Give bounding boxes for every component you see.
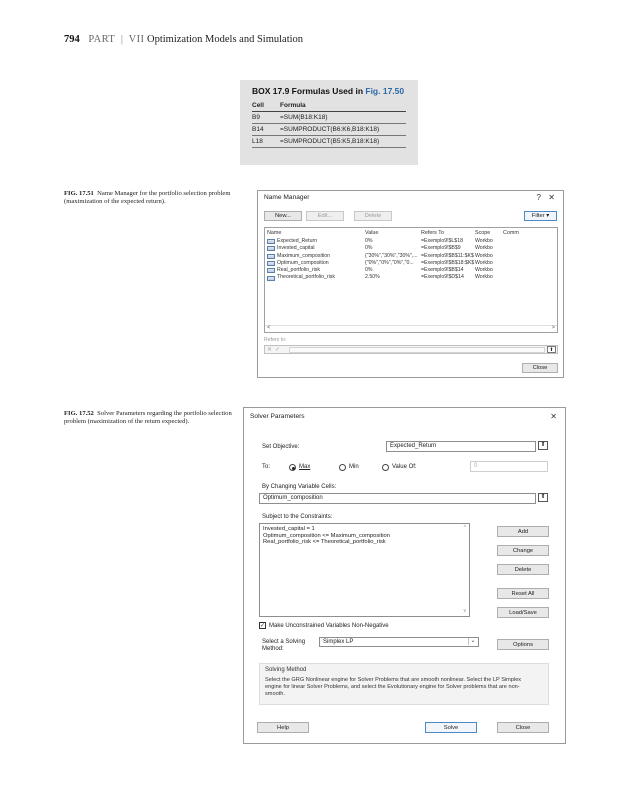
solving-method-label: Select a Solving Method: [262, 639, 306, 652]
min-label: Min [349, 464, 359, 470]
box-title [252, 86, 406, 96]
list-item[interactable] [265, 267, 557, 274]
solving-method-description: Select the GRG Nonlinear engine for Solver Problems that are smooth nonlinear. Select the LP Simplex engine for linear Solver Problems, and select the Evolutionary engine for Solver problems that are non-smooth. [265, 677, 522, 697]
name-range-icon [267, 261, 275, 266]
help-button[interactable]: Help [257, 722, 309, 733]
refers-to-field[interactable] [264, 345, 558, 354]
cell-ref: B14 [252, 124, 280, 136]
names-list[interactable] [264, 227, 558, 333]
list-item[interactable] [265, 260, 557, 267]
item-name: Theoretical_portfolio_risk [277, 274, 335, 281]
value-of-input[interactable]: 0 [470, 461, 548, 472]
header-comment[interactable]: Comm [503, 230, 519, 236]
cell-formula: =SUM(B18:K18) [280, 112, 406, 124]
nonnegative-checkbox[interactable]: ✓ [260, 623, 266, 629]
cell-ref: B9 [252, 112, 280, 124]
solver-parameters-window [243, 407, 566, 744]
changing-cells-label: By Changing Variable Cells: [262, 484, 337, 490]
name-range-icon [267, 239, 275, 244]
item-name: Expected_Return [277, 238, 318, 244]
constraints-label: Subject to the Constraints: [262, 514, 333, 520]
item-scope: Workbo [475, 259, 493, 266]
cell-formula: =SUMPRODUCT(B5:K5,B18:K18) [280, 136, 406, 148]
solving-method-group [259, 663, 549, 705]
scroll-right-icon[interactable]: > [551, 325, 555, 331]
item-scope: Workbo [475, 245, 493, 252]
item-name: Invested_capital [277, 245, 315, 252]
cancel-edit-icon[interactable]: ✕ [267, 347, 273, 353]
filter-button[interactable]: Filter ▾ [524, 211, 557, 221]
solving-method-value: Simplex LP [323, 639, 354, 645]
delete-button[interactable]: Delete [497, 564, 549, 575]
constraints-list[interactable] [259, 523, 470, 617]
item-name: Maximum_composition [277, 252, 331, 259]
figure-label: FIG. 17.52 [64, 410, 94, 417]
cell-formula: =SUMPRODUCT(B6:K6,B18:K18) [280, 124, 406, 136]
solve-button[interactable]: Solve [425, 722, 477, 733]
table-row [252, 136, 406, 148]
list-item[interactable] [265, 274, 557, 281]
chevron-down-icon[interactable]: ⌄ [468, 638, 477, 645]
figure-caption-17-52 [64, 410, 244, 427]
list-item[interactable] [265, 238, 557, 245]
solving-method-select[interactable] [319, 637, 479, 647]
collapse-objective-icon[interactable]: ⬆ [538, 441, 548, 450]
list-header [265, 228, 557, 238]
running-header [64, 34, 303, 45]
part-roman: VII [128, 34, 145, 45]
figure-caption-text: Name Manager for the portfolio selection problem (maximization of the expected return). [64, 190, 231, 206]
item-value: 2.50% [365, 274, 380, 281]
name-manager-window [257, 190, 564, 378]
col-formula-header: Formula [280, 101, 406, 112]
new-button[interactable]: New... [264, 211, 302, 221]
item-name: Optimum_composition [277, 259, 329, 266]
help-icon[interactable]: ? [536, 193, 541, 202]
cell-ref: L18 [252, 136, 280, 148]
change-button[interactable]: Change [497, 545, 549, 556]
collapse-changing-cells-icon[interactable]: ⬆ [538, 493, 548, 502]
header-separator: | [120, 34, 123, 45]
item-refers: =Exemplo9!$D$14 [421, 274, 464, 281]
figure-caption-text: Solver Parameters regarding the portfolio selection problem (maximization of the return expected). [64, 410, 232, 426]
item-value: 0% [365, 245, 373, 252]
item-value: 0% [365, 238, 373, 244]
name-range-icon [267, 254, 275, 259]
header-value[interactable]: Value [365, 230, 379, 236]
constraint-item[interactable]: Optimum_composition <= Maximum_composition [263, 532, 390, 539]
name-range-icon [267, 268, 275, 273]
edit-button[interactable]: Edit... [306, 211, 344, 221]
col-cell-header: Cell [252, 101, 280, 112]
list-item[interactable] [265, 245, 557, 252]
refers-to-input[interactable] [289, 347, 545, 353]
set-objective-label: Set Objective: [262, 444, 300, 450]
table-row [252, 124, 406, 136]
confirm-edit-icon[interactable]: ✓ [275, 347, 281, 353]
delete-button[interactable]: Delete [354, 211, 392, 221]
max-label: Max [299, 464, 311, 470]
figure-caption-17-51 [64, 190, 244, 207]
add-button[interactable]: Add [497, 526, 549, 537]
item-scope: Workbo [475, 252, 493, 259]
close-icon[interactable]: ✕ [548, 193, 555, 202]
name-range-icon [267, 246, 275, 251]
item-refers: =Exemplo9!$B$14 [421, 267, 464, 274]
nonnegative-label: Make Unconstrained Variables Non-Negative [269, 623, 389, 629]
formula-table [252, 101, 406, 148]
header-name[interactable]: Name [267, 230, 282, 236]
item-scope: Workbo [475, 274, 493, 281]
constraint-item[interactable]: Real_portfolio_risk <= Theoretical_portfolio_risk [263, 539, 386, 546]
item-refers: =Exemplo9!$B$11:$K$ [421, 252, 474, 259]
item-refers: =Exemplo9!$B$9 [421, 245, 461, 252]
scroll-up-icon[interactable]: ^ [463, 525, 466, 531]
figure-label: FIG. 17.51 [64, 190, 94, 197]
collapse-dialog-icon[interactable]: ⬆ [547, 346, 556, 353]
solving-method-title: Solving Method [265, 667, 307, 673]
horizontal-scrollbar[interactable] [265, 325, 557, 332]
min-radio[interactable] [339, 464, 346, 471]
window-title: Name Manager [264, 194, 310, 201]
part-title: Optimization Models and Simulation [147, 34, 304, 45]
objective-input[interactable]: Expected_Return [386, 441, 536, 452]
item-value: 0% [365, 267, 373, 274]
name-range-icon [267, 276, 275, 281]
box-title-text: BOX 17.9 Formulas Used in [252, 86, 366, 96]
value-of-radio[interactable] [382, 464, 389, 471]
header-scope[interactable]: Scope [475, 230, 491, 236]
window-title: Solver Parameters [250, 413, 305, 420]
close-icon[interactable]: ✕ [550, 412, 557, 421]
scroll-left-icon[interactable]: < [267, 325, 271, 331]
reset-all-button[interactable]: Reset All [497, 588, 549, 599]
options-button[interactable]: Options [497, 639, 549, 650]
item-scope: Workbo [475, 238, 493, 244]
item-refers: =Exemplo9!$L$18 [421, 238, 463, 244]
table-row [252, 112, 406, 124]
item-value: {"0%","0%","0%","0... [365, 259, 414, 266]
part-label: PART [88, 34, 116, 45]
box-figure-link[interactable]: Fig. 17.50 [365, 86, 405, 96]
refers-to-label: Refers to: [264, 337, 287, 343]
changing-cells-input[interactable]: Optimum_composition [259, 493, 536, 504]
item-value: {"30%","30%","30%",... [365, 252, 418, 259]
constraint-item[interactable]: Invested_capital = 1 [263, 526, 315, 532]
list-item[interactable] [265, 253, 557, 260]
close-button[interactable]: Close [522, 363, 558, 373]
load-save-button[interactable]: Load/Save [497, 607, 549, 618]
scroll-down-icon[interactable]: v [463, 608, 466, 615]
close-button[interactable]: Close [497, 722, 549, 733]
header-refers-to[interactable]: Refers To [421, 230, 444, 236]
formula-box [240, 80, 418, 165]
item-refers: =Exemplo9!$B$18:$K$ [421, 259, 475, 266]
page-number: 794 [64, 34, 80, 45]
item-name: Real_portfolio_risk [277, 267, 320, 274]
value-of-label: Value Of: [392, 464, 417, 470]
to-label: To: [262, 464, 271, 470]
item-scope: Workbo [475, 267, 493, 274]
max-radio[interactable] [289, 464, 296, 471]
